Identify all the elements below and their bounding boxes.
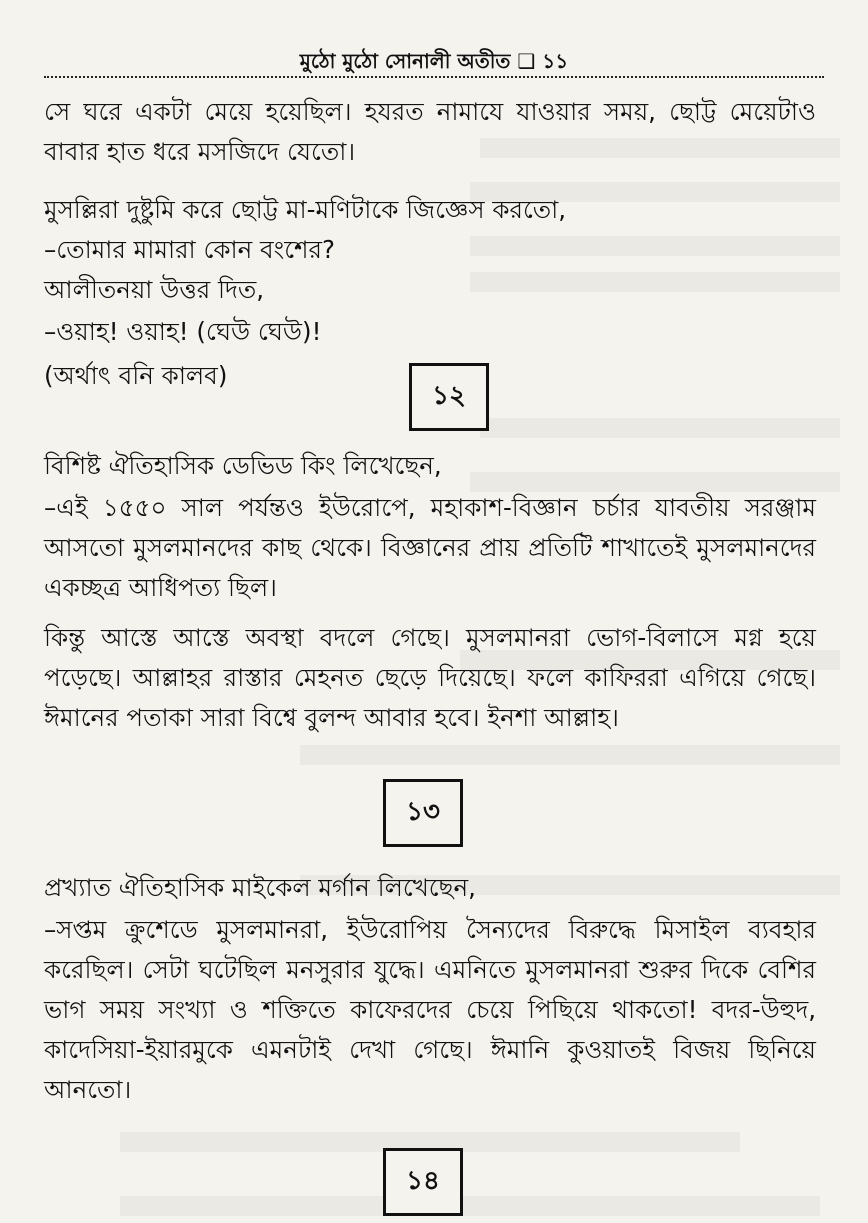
story11-question-intro: মুসল্লিরা দুষ্টুমি করে ছোট্ট মা-মণিটাকে জিজ্ঞেস করতো,: [44, 195, 567, 224]
story12-intro: বিশিষ্ট ঐতিহাসিক ডেভিড কিং লিখেছেন,: [44, 451, 442, 480]
story11-answer-intro: আলীতনয়া উত্তর দিত,: [44, 275, 265, 304]
story13-quote: –সপ্তম ক্রুশেডে মুসলমানরা, ইউরোপিয় সৈন্যদের বিরুদ্ধে মিসাইল ব্যবহার করেছিল। সেটা ঘটেছিল মনসুরার যুদ্ধে। এমনিতে মুসলমানরা শুরুর দিকে বেশির ভাগ সময় সংখ্যা ও শক্তিতে কাফেরদের চেয়ে পিছিয়ে থাকতো! বদর-উহুদ, কাদেসিয়া-ইয়ারমুকে এমনটাই দেখা গেছে। ঈমানি কুওয়াতই বিজয় ছিনিয়ে আনতো।: [44, 915, 816, 1104]
section-number-12: ১২: [409, 363, 489, 431]
story11-answer: –ওয়াহ! ওয়াহ! (ঘেউ ঘেউ)!: [44, 317, 322, 346]
story11-question: –তোমার মামারা কোন বংশের?: [44, 235, 336, 264]
running-header: মুঠো মুঠো সোনালী অতীত ❑ ১১: [299, 49, 569, 73]
story11-opening-paragraph: সে ঘরে একটা মেয়ে হয়েছিল। হযরত নামাযে যাওয়ার সময়, ছোট্ট মেয়েটাও বাবার হাত ধরে মসজিদে যেতো।: [44, 97, 816, 166]
story12-conclusion: কিন্তু আস্তে আস্তে অবস্থা বদলে গেছে। মুসলমানরা ভোগ-বিলাসে মগ্ন হয়ে পড়েছে। আল্লাহর রাস্তার মেহনত ছেড়ে দিয়েছে। ফলে কাফিররা এগিয়ে গেছে। ঈমানের পতাকা সারা বিশ্বে বুলন্দ আবার হবে। ইনশা আল্লাহ।: [44, 623, 816, 732]
section-number-14: ১৪: [383, 1148, 463, 1216]
section-number-13: ১৩: [383, 779, 463, 847]
header-divider: [44, 76, 824, 78]
story13-intro: প্রখ্যাত ঐতিহাসিক মাইকেল মর্গান লিখেছেন,: [44, 873, 476, 902]
story11-explanation: (অর্থাৎ বনি কালব): [44, 361, 228, 390]
story12-quote: –এই ১৫৫০ সাল পর্যন্তও ইউরোপে, মহাকাশ-বিজ্ঞান চর্চার যাবতীয় সরঞ্জাম আসতো মুসলমানদের কাছ থেকে। বিজ্ঞানের প্রায় প্রতিটি শাখাতেই মুসলমানদের একচ্ছত্র আধিপত্য ছিল।: [44, 493, 816, 602]
